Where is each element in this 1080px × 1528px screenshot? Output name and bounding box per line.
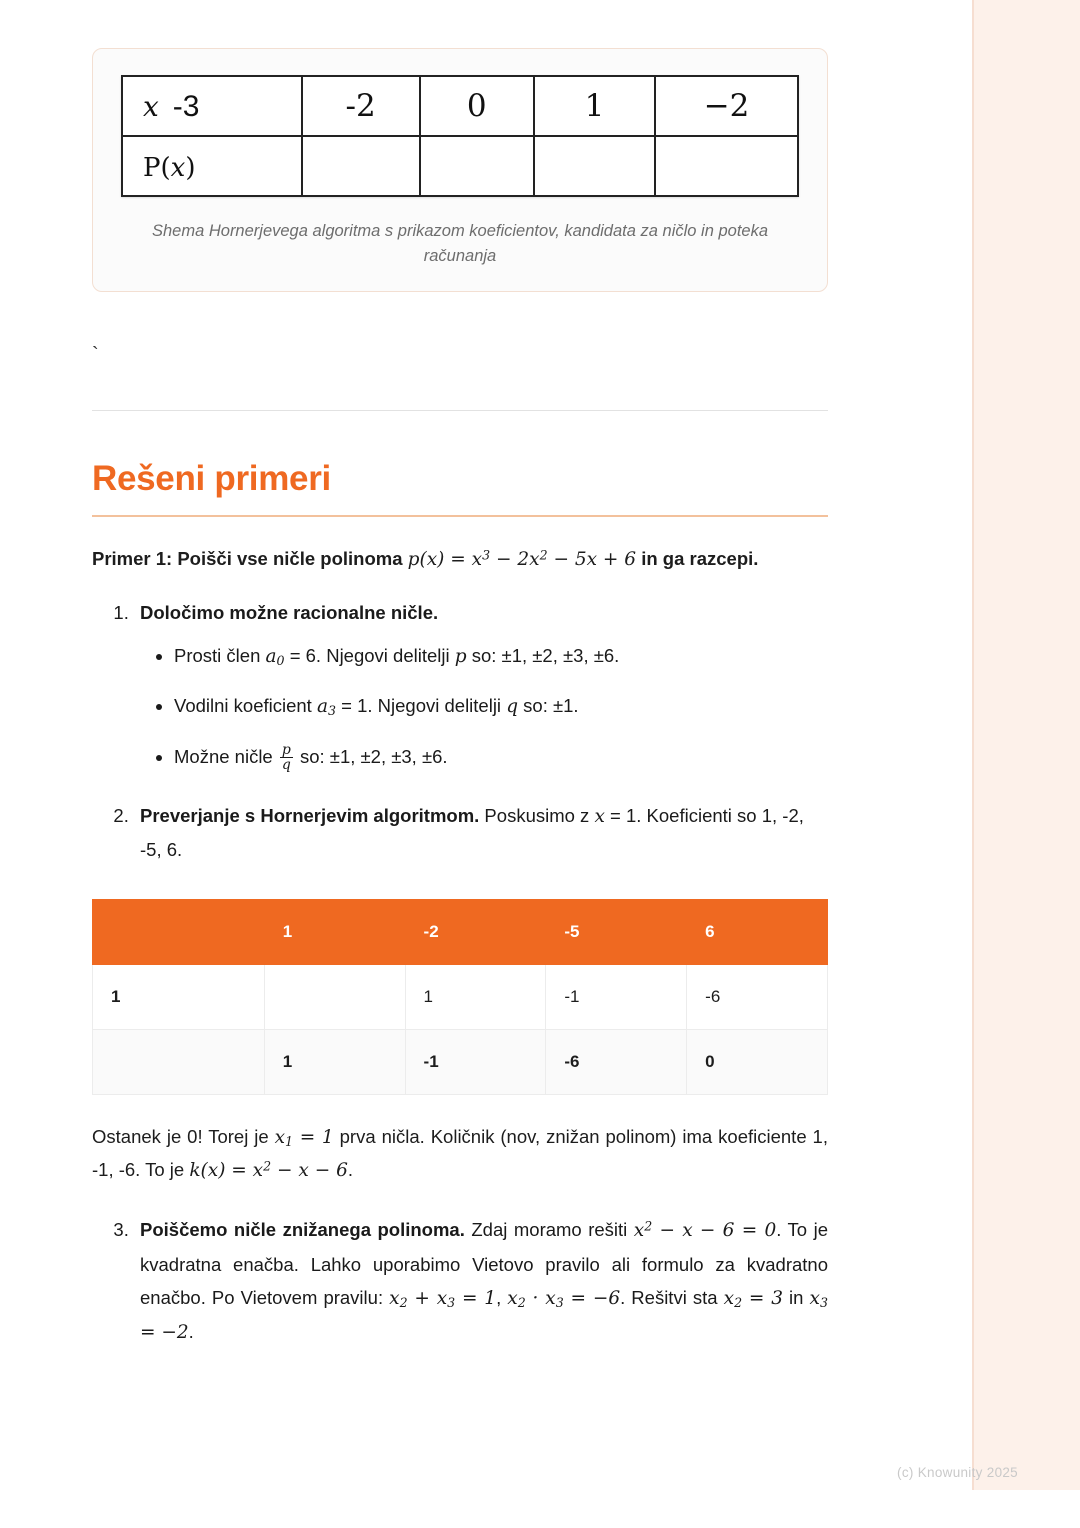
list-item	[134, 596, 828, 773]
step-1-bullets	[140, 639, 828, 773]
column-header: -2	[405, 899, 546, 964]
cell-value: -6	[546, 1029, 687, 1094]
list-item	[134, 1213, 828, 1349]
table-row	[122, 76, 798, 136]
step-2-title: Preverjanje s Hornerjevim algoritmom.	[140, 805, 480, 827]
table-row	[122, 136, 798, 196]
watermark: (c) Knowunity 2025	[897, 1465, 1018, 1480]
cell-value: -1	[546, 964, 687, 1029]
table-header-row	[93, 899, 828, 964]
document-content	[92, 0, 828, 1356]
list-item: • Vodilni koeficient $a_3 = 1$. Njegovi delitelji q so: ±1.	[174, 689, 828, 723]
example-intro-prefix: Primer 1: Poišči vse ničle polinoma	[92, 547, 408, 569]
column-header: 1	[264, 899, 405, 964]
step-2-text: Poskusimo z x = 1. Koeficienti so 1, -2, -5, 6.	[140, 805, 804, 861]
cell-root-candidate: 1	[93, 964, 265, 1029]
example-intro	[92, 543, 828, 576]
cell-empty	[534, 136, 655, 196]
column-header: 6	[687, 899, 828, 964]
step-1-title: Določimo možne racionalne ničle.	[140, 601, 439, 623]
step-3-text: Zdaj moramo rešiti $x^2 - x - 6 = 0$. To je kvadratna enačba. Lahko uporabimo Vietovo pravilo ali formulo za kvadratno enačbo. Po Vietovem pravilu: $x_2 + x_3 = 1$, $x_2 \cdot x_3 = -6$. Rešitvi sta $x_2 = 3$ in $x_3 = -2$.	[140, 1218, 828, 1344]
page-title: Rešeni primeri	[92, 458, 331, 498]
page-side-strip	[972, 0, 1080, 1490]
list-item: • Možne ničle $\frac{p}{q}$ so: ±1, ±2, ±3, ±6.	[174, 740, 828, 773]
variable-value: -3	[172, 90, 200, 123]
cell-value: -2	[302, 76, 420, 136]
cell-px-label	[122, 136, 302, 196]
figure-card	[92, 48, 828, 292]
column-header	[93, 899, 265, 964]
variable-symbol: x	[143, 90, 159, 123]
cell-value: 1	[264, 1029, 405, 1094]
list-item	[134, 799, 828, 867]
section-divider	[92, 410, 828, 411]
cell-empty	[655, 136, 798, 196]
horner-scheme-table	[121, 75, 799, 197]
table-row	[93, 964, 828, 1029]
list-item: • Prosti člen $a_0 = 6$. Njegovi delitelji p so: ±1, ±2, ±3, ±6.	[174, 639, 828, 673]
figure-caption: Shema Hornerjevega algoritma s prikazom koeficientov, kandidata za ničlo in poteka računanja	[151, 222, 769, 265]
example-intro-math: $p(x) = x^3 - 2x^2 - 5x + 6$	[407, 546, 637, 570]
horner-calculation-table	[92, 899, 828, 1095]
cell-value	[264, 964, 405, 1029]
cell-empty	[420, 136, 534, 196]
after-table-text: Ostanek je 0! Torej je $x_1 = 1$ prva ničla. Količnik (nov, znižan polinom) ima koeficiente 1, -1, -6. To je $k(x) = x^2 - x - 6$.	[92, 1125, 828, 1182]
cell-variable-header	[122, 76, 302, 136]
cell-value: -1	[405, 1029, 546, 1094]
solution-steps-continued	[92, 1213, 828, 1349]
stray-backtick: `	[92, 343, 99, 366]
cell-value: -6	[687, 964, 828, 1029]
solution-steps	[92, 596, 828, 867]
column-header: -5	[546, 899, 687, 964]
cell-value: 1	[405, 964, 546, 1029]
step-3-title: Poiščemo ničle znižanega polinoma.	[140, 1219, 465, 1241]
example-intro-suffix: in ga razcepi.	[636, 547, 759, 569]
cell-value: 0	[420, 76, 534, 136]
cell-value: −2	[655, 76, 798, 136]
page-side-strip-rule	[972, 0, 974, 1490]
title-underline	[92, 515, 828, 517]
cell-empty	[302, 136, 420, 196]
px-label-text: P(x)	[143, 153, 196, 183]
table-row	[93, 1029, 828, 1094]
cell-value: 0	[687, 1029, 828, 1094]
cell-value: 1	[534, 76, 655, 136]
cell-value	[93, 1029, 265, 1094]
